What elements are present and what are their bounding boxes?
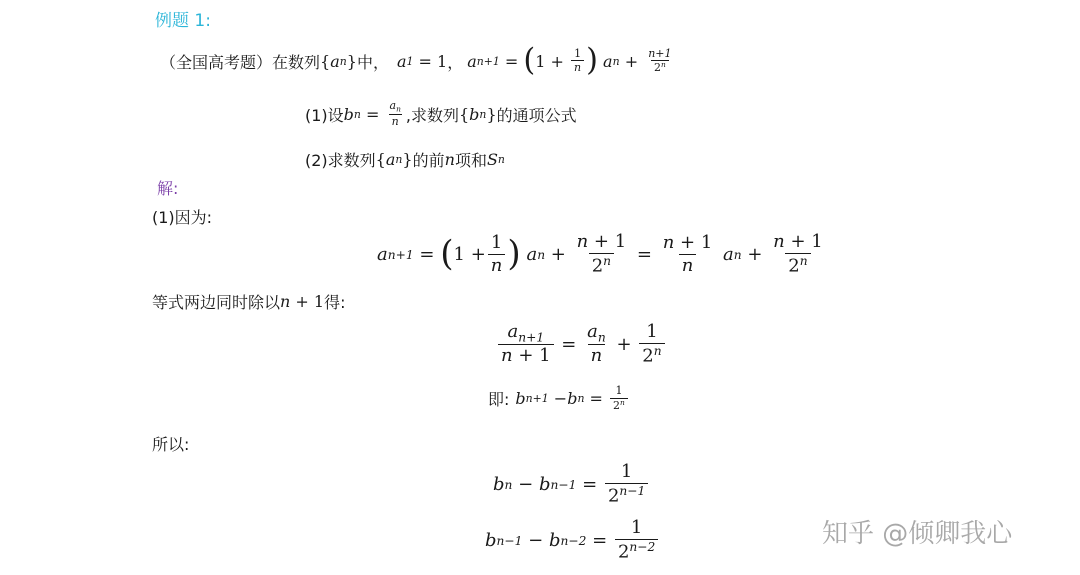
part2-text2: 项和 <box>454 151 487 170</box>
part2-text: 的前 <box>412 151 445 170</box>
equation-3: 即: b n+1 − b n = $\frac{1}{2^n}$ <box>488 385 630 412</box>
divide-statement: 等式两边同时除以 n + 1 得: <box>152 292 346 312</box>
solution-label: 解: <box>157 179 179 198</box>
equation-2: $\frac{a_{n+1}}{n + 1}$ = $\frac{a_n}{n}$ + $\frac{1}{2^n}$ <box>496 322 667 367</box>
part-1: (1)设 b n = $\frac{a_n}{n}$ ,求数列 { b n } 的通项公式 <box>305 99 577 129</box>
equation-4: b n − b n−1 = $\frac{1}{2^{n-1}}$ <box>493 462 650 507</box>
part2-label: (2)求数列 <box>305 151 376 170</box>
divide-text: 等式两边同时除以 <box>152 293 281 312</box>
part1-label: (1)设 <box>305 105 344 125</box>
problem-mid: 中， <box>356 52 389 72</box>
equation-1: a n+1 = ( 1 + $\frac{1}{n}$ ) a n + $\frac{n + 1}{2^n}$ = $\frac{n + 1}{n}$ a n + $\frac{n + 1}{2^n}$ <box>377 231 823 277</box>
problem-sep: ， <box>447 52 464 72</box>
watermark: 知乎 @倾卿我心 <box>822 519 1013 549</box>
so-label: 所以: <box>152 435 190 454</box>
because-label: (1)因为: <box>152 208 213 227</box>
part1-end: 的通项公式 <box>496 105 577 125</box>
divide-end: 得: <box>324 293 346 312</box>
part-2: (2)求数列 { a n } 的前 n 项和 S n <box>305 150 505 170</box>
ie-label: 即: <box>488 389 510 409</box>
equation-5: b n−1 − b n−2 = $\frac{1}{2^{n-2}}$ <box>485 518 660 563</box>
part1-text: ,求数列 <box>405 105 459 125</box>
example-title: 例题 1: <box>155 11 211 31</box>
problem-source: （全国高考题）在数列 <box>160 52 321 72</box>
problem-statement: （全国高考题）在数列 { a n } 中， a 1 = 1 ， a n+1 = ( 1 + $\frac{1}{n}$ ) a n + $\frac{n+1}{2^n}$ <box>160 43 672 78</box>
